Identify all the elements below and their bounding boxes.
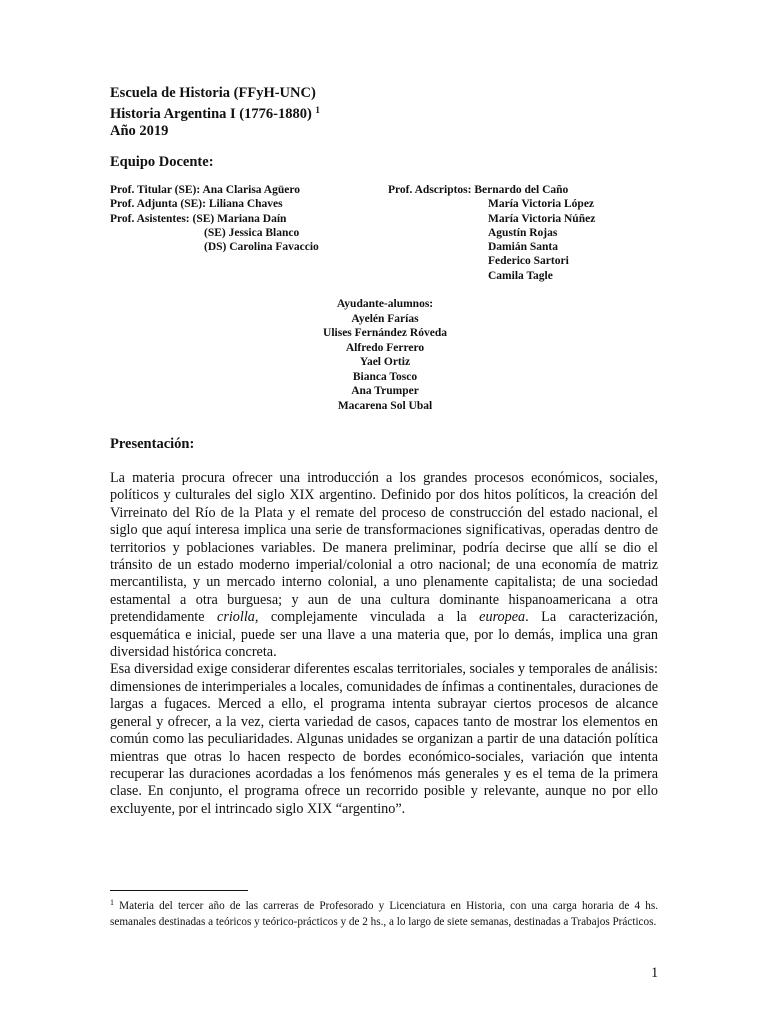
paragraph: La materia procura ofrecer una introducción a los grandes procesos económicos, sociales, políticos y culturales del siglo XIX argentino. Definido por dos hitos políticos, la creación del Virreinato del Río de la Plata y el remate del proceso de construcción del estado nacional, el siglo que aquí interesa implica una serie de transformaciones significativas, operadas dentro de territorios y poblaciones variables. De manera preliminar, podría decirse que allí se dio el tránsito de un estado moderno imperial/colonial a otro nacional; de una economía de matriz mercantilista, y un mercado interno colonial, a uno plenamente capitalista; de una sociedad estamental a otra burguesa; y aun de una cultura dominante hispanoamericana a otra pretendidamente criolla, complejamente vinculada a la europea. La caracterización, esquemática e inicial, puede ser una llave a una materia que, por lo demás, implica una gran diversidad histórica concreta.	[110, 470, 658, 661]
staff-asistente: (DS) Carolina Favaccio	[204, 241, 319, 254]
staff-adscripto: Damián Santa	[488, 241, 558, 254]
ayudantes-title: Ayudante-alumnos:	[336, 298, 434, 310]
footnote: $^1$ Materia del tercer año de las carreras de Profesorado y Licenciatura en Historia, con una carga horaria de 4 hs. semanales destinadas a teóricos y teórico-prácticos y de 2 hs., a lo largo de siete semanas, destinadas a Trabajos Prácticos.	[110, 898, 659, 928]
section-title-equipo: Equipo Docente:	[110, 154, 214, 170]
school-name: Escuela de Historia (FFyH-UNC)	[110, 85, 316, 101]
ayudante-name: Yael Ortiz	[359, 356, 411, 368]
staff-adscripto: María Victoria López	[488, 198, 595, 211]
section-title-presentacion: Presentación:	[110, 436, 195, 452]
staff-asistente: Prof. Asistentes: (SE) Mariana Daín	[110, 212, 287, 225]
footnote-ref[interactable]: 1	[315, 105, 320, 115]
ayudante-name: Ulises Fernández Róveda	[323, 327, 447, 339]
staff-adscripto: Camila Tagle	[488, 269, 553, 282]
staff-adscripto: Prof. Adscriptos: Bernardo del Caño	[388, 184, 569, 196]
document-header	[110, 85, 320, 140]
staff-adscripto: María Victoria Núñez	[488, 212, 596, 225]
staff-asistentes-label: Prof. Asistentes:	[110, 212, 190, 225]
staff-list-left	[110, 183, 319, 254]
ayudante-name: Alfredo Ferrero	[345, 341, 425, 354]
course-title: Historia Argentina I (1776-1880) $^1$	[110, 105, 320, 122]
staff-adscripto: Agustín Rojas	[488, 226, 558, 239]
ayudantes-list	[250, 297, 520, 413]
ayudante-name: Ana Trumper	[351, 385, 419, 397]
staff-titular: Prof. Titular (SE): Ana Clarisa Agüero	[110, 184, 300, 196]
ayudante-name: Macarena Sol Ubal	[337, 399, 433, 412]
staff-adjunta: Prof. Adjunta (SE): Liliana Chaves	[110, 198, 283, 211]
staff-adscripto: Federico Sartori	[488, 255, 569, 268]
ayudante-name: Ayelén Farías	[351, 312, 419, 325]
course-year: Año 2019	[110, 123, 169, 139]
presentacion-body	[110, 470, 658, 818]
ayudante-name: Bianca Tosco	[352, 370, 418, 383]
paragraph: Esa diversidad exige considerar diferentes escalas territoriales, sociales y temporales de análisis: dimensiones de interimperiales a locales, comunidades de ínfimas a continentales, duraciones de largas a fugaces. Merced a ello, el programa intenta subrayar ciertos procesos de alcance general y ofrecer, a la vez, cierta variedad de casos, capaces tanto de mostrar los elementos en común como las peculiaridades. Algunas unidades se organizan a partir de una datación política mientras que otras lo hacen respecto de bordes económico-sociales, variación que intenta recuperar las duraciones acordadas a los fenómenos más generales y es el tema de la primera clase. En conjunto, el programa ofrece un recorrido posible y relevante, aunque no por ello excluyente, por el intrincado siglo XIX “argentino”.	[110, 661, 659, 817]
staff-list-right	[388, 183, 595, 283]
page-number: 1	[651, 965, 659, 981]
staff-asistente: (SE) Jessica Blanco	[204, 226, 300, 239]
staff-adscriptos-label: Prof. Adscriptos:	[388, 184, 472, 196]
footnote-divider	[110, 890, 248, 891]
footnote-mark: 1	[110, 898, 114, 907]
